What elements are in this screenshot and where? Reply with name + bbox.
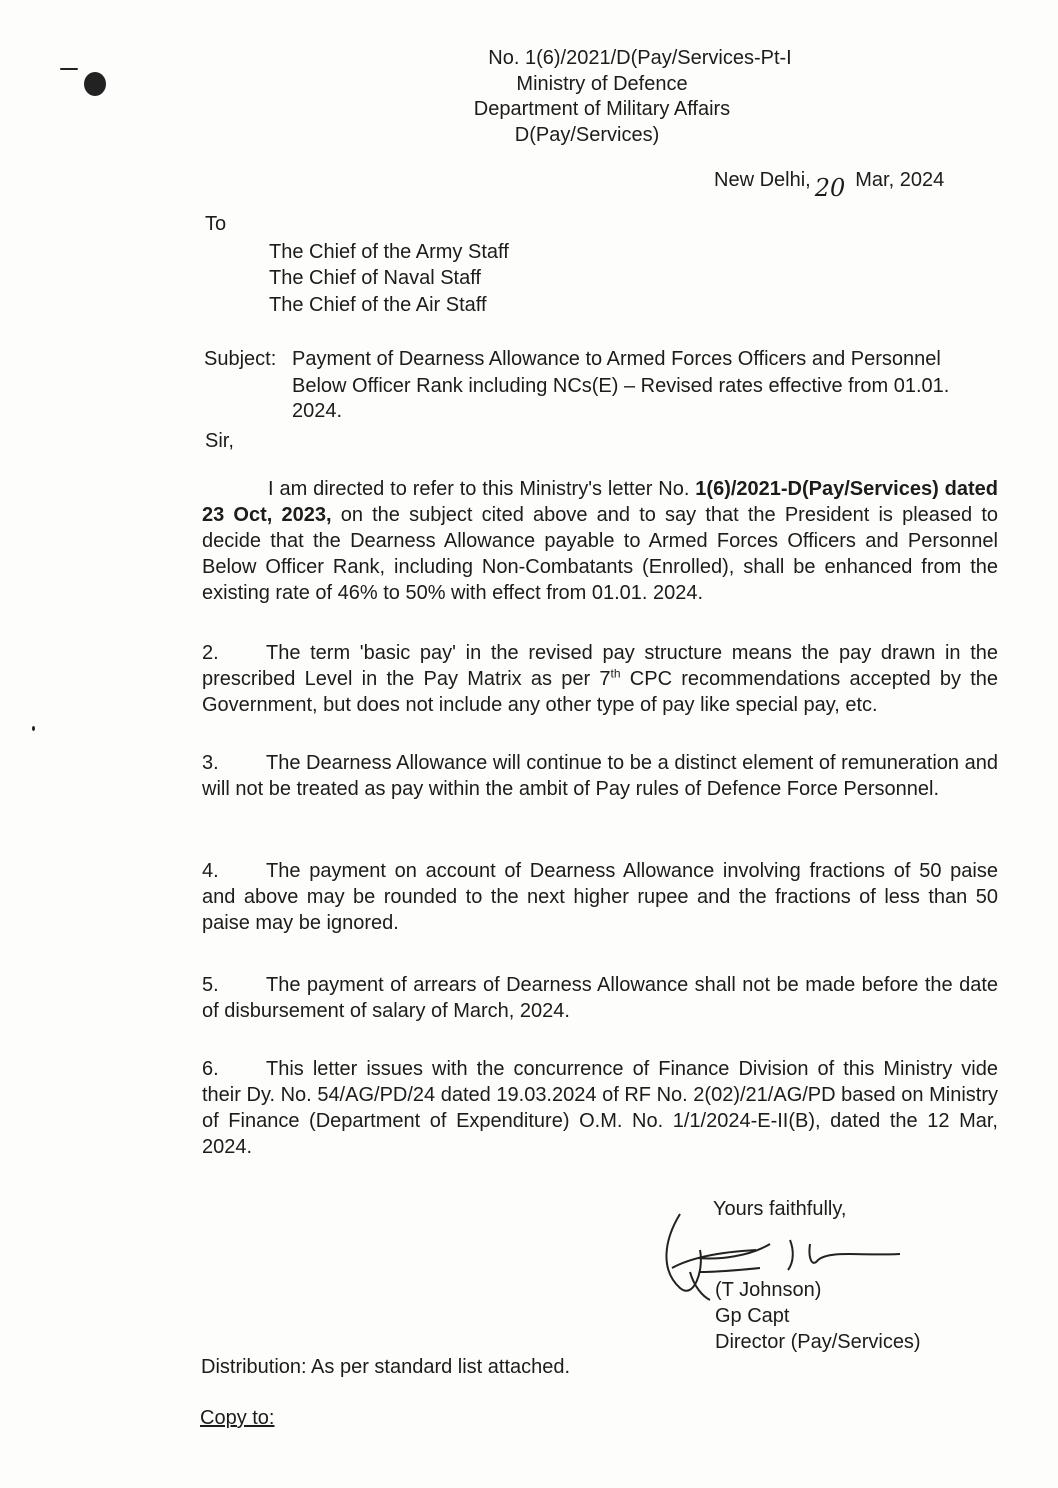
p4-text: The payment on account of Dearness Allowance involving fractions of 50 paise and above may be rounded to the next higher rupee and the fractions of less than 50 paise may be ignored. bbox=[202, 860, 998, 934]
signatory-name: (T Johnson) bbox=[715, 1279, 822, 1301]
paragraph-5 bbox=[202, 972, 998, 1024]
signatory-rank: Gp Capt bbox=[715, 1305, 790, 1327]
p2-text-b: CPC recommendations accepted by the Government, but does not include any other type of pay like special pay, etc. bbox=[202, 668, 999, 716]
date-month-year: Mar, 2024 bbox=[855, 169, 945, 191]
addressee-air: The Chief of the Air Staff bbox=[269, 294, 487, 316]
distribution-note: Distribution: As per standard list attached. bbox=[201, 1356, 571, 1378]
p4-number: 4. bbox=[202, 860, 219, 882]
p5-number: 5. bbox=[202, 974, 219, 996]
p3-text: The Dearness Allowance will continue to be a distinct element of remuneration and will not be treated as pay within the ambit of Pay rules of Defence Force Personnel. bbox=[202, 752, 998, 800]
p6-number: 6. bbox=[202, 1058, 219, 1080]
subject-line-1: Payment of Dearness Allowance to Armed Forces Officers and Personnel bbox=[292, 348, 941, 370]
to-label: To bbox=[205, 213, 227, 235]
punch-hole-mark bbox=[84, 72, 106, 96]
date-line bbox=[714, 164, 945, 202]
paragraph-6 bbox=[202, 1056, 998, 1160]
p5-text: The payment of arrears of Dearness Allowance shall not be made before the date of disbursement of salary of March, 2024. bbox=[202, 974, 998, 1022]
p2-number: 2. bbox=[202, 642, 219, 664]
scan-speck bbox=[60, 68, 78, 70]
valediction: Yours faithfully, bbox=[713, 1198, 847, 1220]
signature bbox=[660, 1210, 920, 1320]
section-name: D(Pay/Services) bbox=[514, 124, 660, 146]
copy-to-label: Copy to: bbox=[200, 1407, 275, 1429]
p1-reference: 1(6)/2021-D(Pay/Services) dated 23 Oct, 2023, bbox=[202, 478, 998, 526]
p2-text-a: The term 'basic pay' in the revised pay structure means the pay drawn in the prescribed Level in the Pay Matrix as per 7 bbox=[202, 642, 998, 690]
subject-line-2: Below Officer Rank including NCs(E) – Revised rates effective from 01.01. bbox=[292, 375, 950, 397]
handwritten-day: 20 bbox=[814, 174, 846, 202]
paragraph-2 bbox=[202, 640, 998, 718]
file-number: No. 1(6)/2021/D(Pay/Services-Pt-I bbox=[488, 47, 792, 69]
department-name: Department of Military Affairs bbox=[473, 98, 731, 120]
salutation: Sir, bbox=[205, 430, 234, 452]
signatory-designation: Director (Pay/Services) bbox=[715, 1331, 921, 1353]
addressee-navy: The Chief of Naval Staff bbox=[269, 267, 481, 289]
p3-number: 3. bbox=[202, 752, 219, 774]
paragraph-3 bbox=[202, 750, 998, 802]
date-place: New Delhi, bbox=[714, 169, 811, 191]
ministry-name: Ministry of Defence bbox=[516, 73, 688, 95]
subject-label: Subject: bbox=[204, 348, 277, 370]
p1-body: on the subject cited above and to say that the President is pleased to decide that the Dearness Allowance payable to Armed Forces Officers and Personnel Below Officer Rank, including Non-Combatants (Enrolled), shall be enhanced from the existing rate of 46% to 50% with effect from 01.01. 2024. bbox=[202, 504, 998, 604]
paragraph-1 bbox=[202, 476, 998, 606]
paragraph-4 bbox=[202, 858, 998, 936]
p1-lead: I am directed to refer to this Ministry's letter No. bbox=[268, 478, 690, 500]
subject-line-3: 2024. bbox=[292, 400, 343, 422]
p6-text: This letter issues with the concurrence of Finance Division of this Ministry vide their Dy. No. 54/AG/PD/24 dated 19.03.2024 of RF No. 2(02)/21/AG/PD based on Ministry of Finance (Department of Expenditure) O.M. No. 1/1/2024-E-II(B), dated the 12 Mar, 2024. bbox=[202, 1058, 998, 1158]
scan-speck bbox=[32, 726, 35, 731]
addressee-army: The Chief of the Army Staff bbox=[269, 241, 509, 263]
p2-superscript: th bbox=[610, 666, 621, 681]
